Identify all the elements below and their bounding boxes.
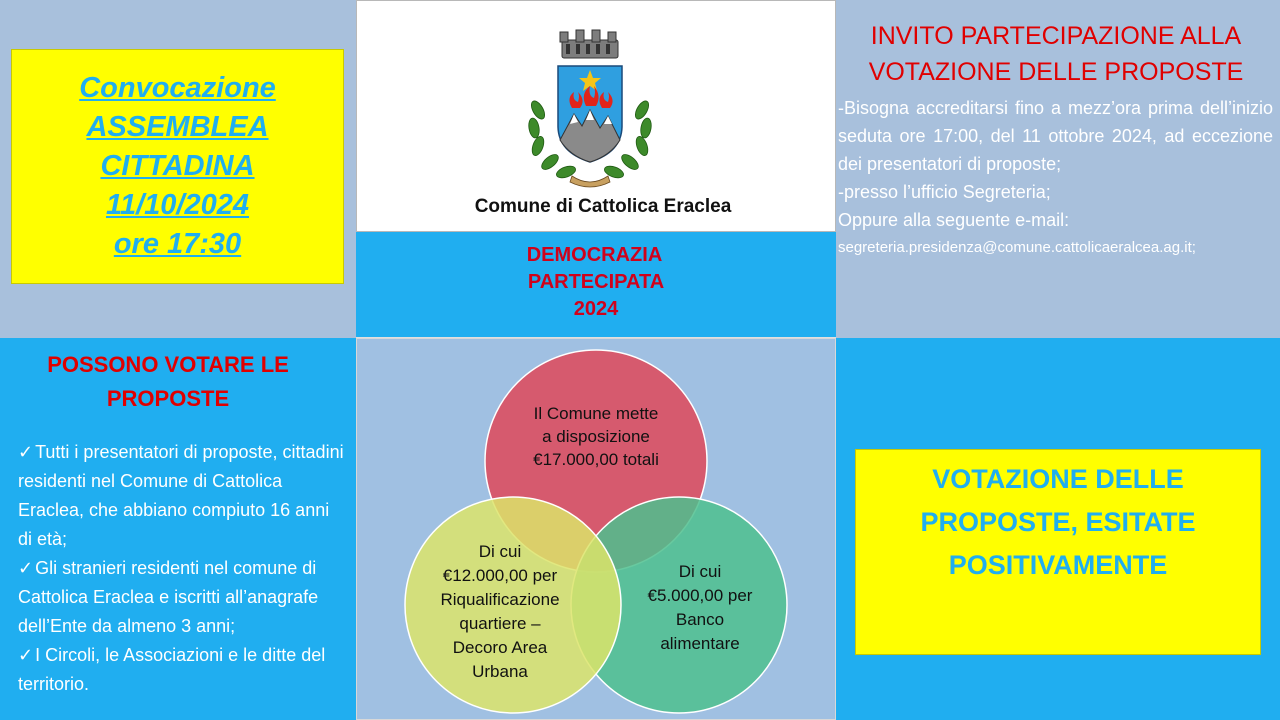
venn-line: Di cui	[678, 562, 722, 581]
voting-box	[855, 449, 1261, 655]
checkmark-icon: ✓	[18, 442, 34, 462]
invitation-title	[836, 18, 1276, 90]
venn-line: quartiere –	[459, 614, 541, 633]
municipality-name: Comune di Cattolica Eraclea	[474, 196, 732, 217]
convocation-date: 11/10/2024	[106, 189, 249, 221]
venn-line: Urbana	[472, 662, 528, 681]
venn-line: a disposizione	[542, 427, 650, 446]
venn-line: €17.000,00 totali	[533, 450, 659, 469]
invitation-paragraph: -presso l’ufficio Segreteria;	[838, 182, 1051, 202]
list-item	[18, 641, 348, 699]
invitation-paragraph: Oppure alla seguente e-mail:	[838, 210, 1070, 230]
voting-line: PROPOSTE, ESITATE	[920, 507, 1196, 537]
venn-line: Di cui	[478, 542, 522, 561]
venn-line: €5.000,00 per	[647, 586, 753, 605]
list-item-text: I Circoli, le Associazioni e le ditte del territorio.	[18, 645, 326, 694]
checkmark-icon: ✓	[18, 558, 34, 578]
venn-line: €12.000,00 per	[442, 566, 558, 585]
voting-line: POSITIVAMENTE	[948, 550, 1168, 580]
invitation-body	[838, 94, 1273, 262]
convocation-box	[11, 49, 344, 284]
venn-line: alimentare	[660, 634, 740, 653]
band-title-line: 2024	[573, 298, 619, 320]
band-title-line: DEMOCRAZIA	[526, 244, 663, 266]
voters-title-line: POSSONO VOTARE LE	[47, 352, 289, 377]
venn-line: Decoro Area	[452, 638, 548, 657]
venn-line: Banco	[675, 610, 725, 629]
convocation-heading: Convocazione	[79, 72, 276, 104]
band-title	[356, 242, 836, 323]
band-title-line: PARTECIPATA	[527, 271, 665, 293]
invitation-paragraph: -Bisogna accreditarsi fino a mezz’ora prima dell’inizio seduta ore 17:00, del 11 ottobre 2024, ad eccezione dei presentatori di proposte;	[838, 98, 1273, 174]
voters-list	[18, 438, 348, 699]
venn-line: Riqualificazione	[440, 590, 560, 609]
convocation-citizen: CITTADINA	[100, 150, 255, 182]
convocation-time: ore 17:30	[113, 228, 242, 260]
list-item	[18, 438, 348, 554]
voters-title	[0, 348, 336, 416]
invitation-title-line: VOTAZIONE DELLE PROPOSTE	[868, 58, 1244, 86]
invitation-title-line: INVITO PARTECIPAZIONE ALLA	[870, 22, 1242, 50]
venn-total-label	[486, 402, 706, 471]
voters-title-line: PROPOSTE	[106, 386, 230, 411]
voting-line: VOTAZIONE DELLE	[932, 464, 1184, 494]
coat-of-arms-icon	[520, 28, 660, 188]
list-item	[18, 554, 348, 641]
checkmark-icon: ✓	[18, 645, 34, 665]
convocation-assembly: ASSEMBLEA	[86, 111, 269, 143]
email-address[interactable]: segreteria.presidenza@comune.cattolicaeralcea.ag.it;	[838, 239, 1196, 256]
venn-right-label	[620, 560, 780, 656]
voting-text	[920, 458, 1195, 587]
list-item-text: Tutti i presentatori di proposte, cittadini residenti nel Comune di Cattolica Eraclea, che abbiano compiuto 16 anni di età;	[18, 442, 344, 549]
venn-left-label	[410, 540, 590, 684]
list-item-text: Gli stranieri residenti nel comune di Cattolica Eraclea e iscritti all’anagrafe dell’Ente da almeno 3 anni;	[18, 558, 319, 636]
venn-line: Il Comune mette	[533, 404, 659, 423]
